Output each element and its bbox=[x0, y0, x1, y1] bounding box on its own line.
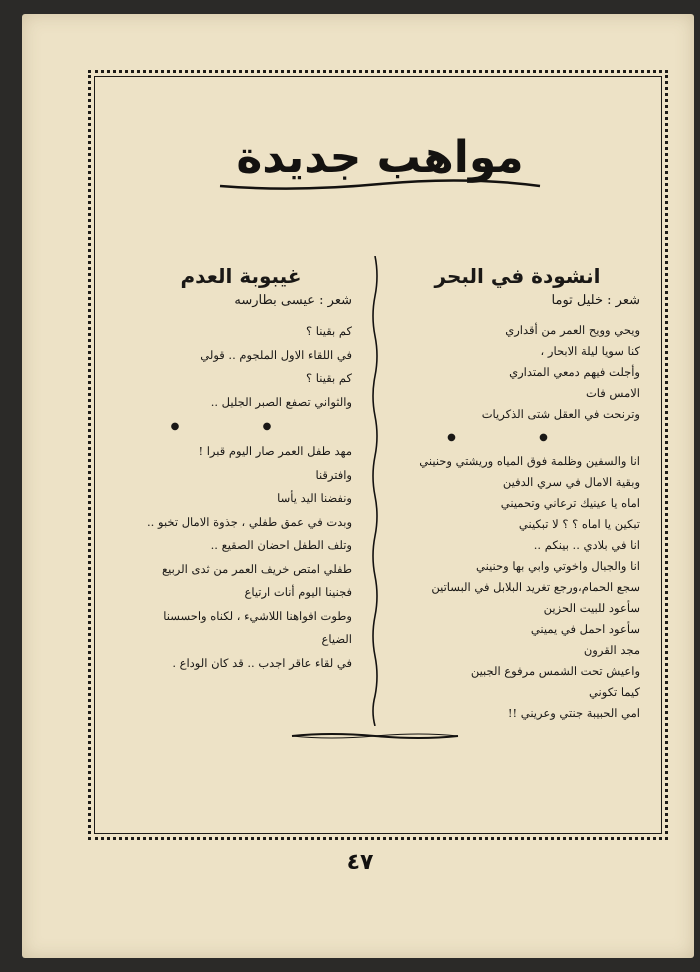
poem-line: انا في بلادي .. بينكم .. bbox=[533, 538, 640, 552]
poem-line: وبدت في عمق طفلي ، جذوة الامال تخبو .. bbox=[147, 514, 352, 529]
poem-line: انا والسفين وظلمة فوق المياه وريشتي وحنيني bbox=[419, 454, 640, 468]
poem-line: كنا سويا ليلة الابحار ، bbox=[540, 344, 640, 358]
poem-line: كيما تكوني bbox=[588, 685, 640, 699]
poem-line: امي الحبيبة جنتي وعريني !! bbox=[507, 706, 640, 720]
poem-left-title: غيبوبة العدم bbox=[180, 264, 302, 288]
poem-line: فجنينا اليوم أنات ارتياع bbox=[244, 585, 352, 599]
poem-line: مجد القرون bbox=[583, 643, 640, 657]
poem-line: ونفضنا اليد يأسا bbox=[277, 491, 352, 505]
poem-line: طفلي امتص خريف العمر من ثدى الربيع bbox=[162, 561, 352, 576]
poem-right bbox=[395, 262, 640, 724]
poem-left-poet: شعر : عيسى بطارسه bbox=[234, 293, 352, 308]
page-title: مواهب جديدة bbox=[236, 132, 524, 183]
bottom-flourish bbox=[290, 730, 460, 742]
column-divider bbox=[370, 256, 380, 726]
poem-line: سأعود احمل في يميني bbox=[530, 622, 640, 636]
poem-line: كم بقينا ؟ bbox=[305, 371, 352, 385]
poem-line: وترنحت في العقل شتى الذكريات bbox=[481, 407, 640, 421]
poem-right-title: انشودة في البحر bbox=[434, 264, 601, 288]
poem-line: في اللقاء الاول الملجوم .. قولي bbox=[200, 347, 352, 362]
poem-line: كم بقينا ؟ bbox=[305, 324, 352, 338]
poem-line: انا والجبال واخوتي وابي بها وحنيني bbox=[476, 559, 640, 573]
poem-line: وبقية الامال في سري الدفين bbox=[502, 475, 640, 489]
section-separator-dots: ● ● bbox=[170, 421, 312, 432]
poem-line: مهد طفل العمر صار اليوم قبرا ! bbox=[198, 444, 352, 458]
poem-line: سجع الحمام،ورجع تغريد البلابل في البساتين bbox=[431, 580, 640, 594]
poem-line: وافترقنا bbox=[315, 467, 352, 482]
poem-line: ويحي وويح العمر من أقداري bbox=[505, 323, 640, 337]
poem-line: تبكين يا اماه ؟ ؟ لا تبكيني bbox=[518, 517, 640, 531]
section-separator-dots: ● ● bbox=[447, 432, 588, 443]
poem-line: واعيش تحت الشمس مرفوع الجبين bbox=[470, 664, 640, 678]
poem-line: سأعود للبيت الحزين bbox=[543, 601, 640, 615]
poem-right-poet: شعر : خليل توما bbox=[551, 293, 640, 308]
poem-line: الضياع bbox=[321, 632, 352, 646]
poem-line: اماه يا عينيك ترعاني وتحميني bbox=[500, 496, 640, 510]
poem-line: الامس فات bbox=[585, 386, 640, 400]
poem-line: وطوت افواهنا اللاشيء ، لكناه واحسسنا bbox=[163, 608, 352, 623]
poem-line: في لقاء عاقر اجدب .. قد كان الوداع . bbox=[172, 655, 352, 670]
poem-line: والثواني تصفع الصبر الجليل .. bbox=[210, 394, 352, 409]
title-flourish bbox=[215, 178, 545, 192]
page-number: ٤٧ bbox=[346, 850, 374, 875]
poem-line: وأجلت فيهم دمعي المتداري bbox=[509, 365, 640, 379]
poem-left bbox=[130, 262, 352, 675]
poem-line: وتلف الطفل احضان الصقيع .. bbox=[210, 538, 352, 552]
